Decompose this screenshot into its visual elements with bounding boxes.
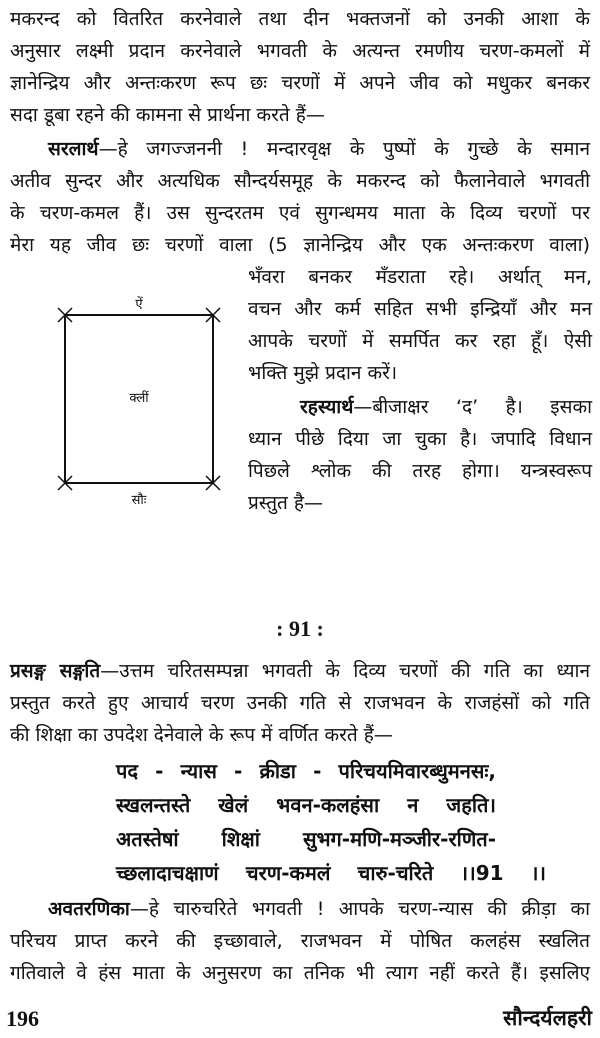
text-line: अनुसार लक्ष्मी प्रदान करनेवाले भगवती के अत्यन्त रमणीय चरण-कमलों में xyxy=(10,40,590,62)
text-line: मकरन्द को वितरित करनेवाले तथा दीन भक्तजनों को उनकी आशा के xyxy=(10,8,590,30)
verse-line: अतस्तेषां शिक्षां सुभग-मणि-मञ्जीर-रणित- xyxy=(116,827,496,851)
saralarth-heading: सरलार्थ xyxy=(48,138,99,160)
text-line: ज्ञानेन्द्रिय और अन्तःकरण रूप छः चरणों में अपने जीव को मधुकर बनकर xyxy=(10,72,590,94)
prasang-heading: प्रसङ्ग सङ्गति xyxy=(10,660,101,682)
prasang-first-text: —उत्तम चरितसम्पन्ना भगवती के दिव्य चरणों की गति का ध्यान xyxy=(100,660,591,682)
rahasyarth-heading: रहस्यार्थ xyxy=(300,396,354,418)
text-line: आपके चरणों में समर्पित कर रहा हूँ। ऐसी xyxy=(248,330,592,352)
prasang-first-line xyxy=(10,656,590,686)
text-line: प्रस्तुत है— xyxy=(248,492,323,514)
yantra-diagram xyxy=(40,290,230,520)
text-line: अतीव सुन्दर और अत्यधिक सौन्दर्यसमूह के मकरन्द को फैलानेवाले भगवती xyxy=(10,170,590,192)
rahasyarth-first-text: —बीजाक्षर ‘द’ है। इसका xyxy=(353,396,592,418)
avataranika-first-text: —हे चारुचरिते भगवती ! आपके चरण-न्यास की क्रीड़ा का xyxy=(129,898,590,920)
verse-line: पद - न्यास - क्रीडा - परिचयमिवारब्धुमनसः, xyxy=(116,759,496,783)
text-line: की शिक्षा का उपदेश देनेवाले के रूप में वर्णित करते हैं— xyxy=(10,724,393,746)
text-line: सदा डूबा रहने की कामना से प्रार्थना करते हैं— xyxy=(10,104,325,126)
text-line: भक्ति मुझे प्रदान करें। xyxy=(248,362,398,384)
verse-line: च्छलादाचक्षाणं चरण-कमलं चारु-चरिते ।।91 ।। xyxy=(116,861,546,885)
saralarth-first-text: —हे जगज्जननी ! मन्दारवृक्ष के पुष्पों के गुच्छे के समान xyxy=(98,138,590,160)
text-line: मेरा यह जीव छः चरणों वाला (5 ज्ञानेन्द्रिय और एक अन्तःकरण वाला) xyxy=(10,234,590,256)
text-line: प्रस्तुत करते हुए आचार्य चरण उनकी गति से राजभवन के राजहंसों को गति xyxy=(10,692,590,714)
text-line: ध्यान पीछे दिया जा चुका है। जपादि विधान xyxy=(248,428,592,450)
page-number: 196 xyxy=(6,1006,39,1031)
avataranika-first-line xyxy=(48,894,590,924)
verse-line: स्खलन्तस्ते खेलं भवन-कलहंसा न जहति। xyxy=(116,793,496,817)
saralarth-first-line xyxy=(48,134,590,164)
text-line: गतिवाले वे हंस माता के अनुसरण का तनिक भी त्याग नहीं करते हैं। इसलिए xyxy=(10,962,590,984)
text-line: भँवरा बनकर मँडराता रहे। अर्थात् मन, xyxy=(248,266,592,288)
text-line: वचन और कर्म सहित सभी इन्द्रियाँ और मन xyxy=(248,298,592,320)
verse-number-heading: : 91 : xyxy=(276,616,324,641)
yantra-center-label: क्लीं xyxy=(129,391,149,406)
book-title: सौन्दर्यलहरी xyxy=(503,1006,592,1030)
text-line: के चरण-कमल हैं। उस सुन्दरतम एवं सुगन्धमय माता के दिव्य चरणों पर xyxy=(10,202,590,224)
yantra-bottom-label: सौः xyxy=(131,493,147,508)
avataranika-heading: अवतरणिका xyxy=(48,898,130,920)
text-line: परिचय प्राप्त करने की इच्छावाले, राजभवन में पोषित कलहंस स्खलित xyxy=(10,930,590,952)
rahasyarth-first-line xyxy=(300,392,592,422)
yantra-top-label: ऐं xyxy=(135,297,143,312)
text-line: पिछले श्लोक की तरह होगा। यन्त्रस्वरूप xyxy=(248,460,592,482)
